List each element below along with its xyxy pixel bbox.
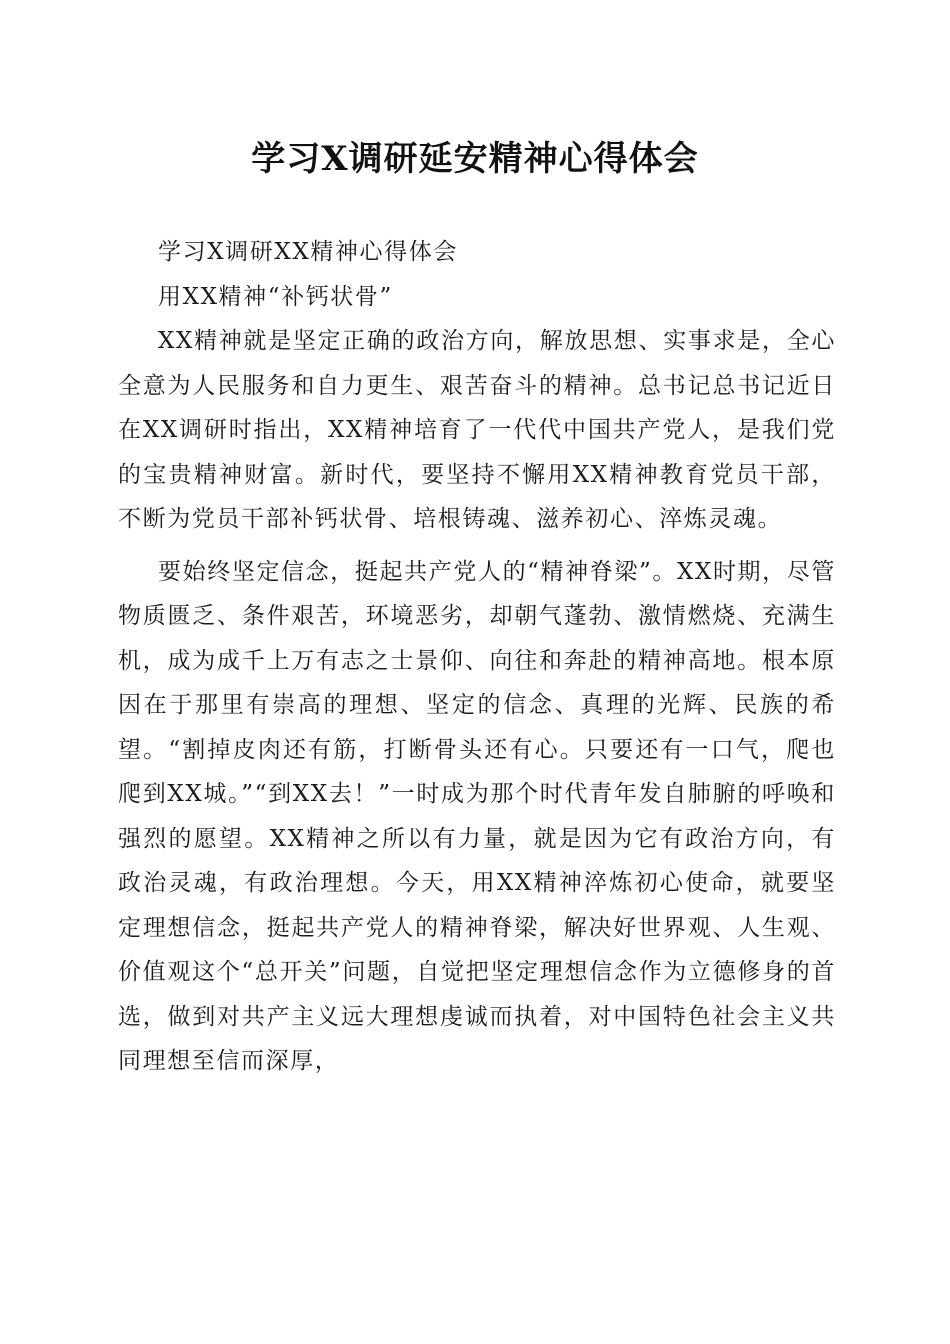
document-title: 学习X调研延安精神心得体会 [251, 139, 699, 179]
subtitle-line: 学习X调研XX精神心得体会 [158, 239, 458, 265]
document-body [118, 230, 836, 1084]
section-heading: 用XX精神“补钙状骨” [158, 283, 393, 310]
paragraph: 要始终坚定信念，挺起共产党人的“精神脊梁”。XX时期，尽管物质匮乏、条件艰苦，环境恶劣，却朝气蓬勃、激情燃烧、充满生机，成为成千上万有志之士景仰、向往和奔赴的精神高地。根本原因在于那里有崇高的理想、坚定的信念、真理的光辉、民族的希望。“割掉皮肉还有筋，打断骨头还有心。只要还有一口气，爬也爬到XX城。”“到XX去！”一时成为那个时代青年发自肺腑的呼唤和强烈的愿望。XX精神之所以有力量，就是因为它有政治方向，有政治灵魂，有政治理想。今天，用XX精神淬炼初心使命，就要坚定理想信念，挺起共产党人的精神脊梁，解决好世界观、人生观、价值观这个“总开关”问题，自觉把坚定理想信念作为立德修身的首选，做到对共产主义远大理想虔诚而执着，对中国特色社会主义共同理想至信而深厚， [118, 558, 836, 1074]
paragraph: XX精神就是坚定正确的政治方向，解放思想、实事求是，全心全意为人民服务和自力更生、艰苦奋斗的精神。总书记总书记近日在XX调研时指出，XX精神培育了一代代中国共产党人，是我们党的宝贵精神财富。新时代，要坚持不懈用XX精神教育党员干部，不断为党员干部补钙状骨、培根铸魂、滋养初心、淬炼灵魂。 [118, 328, 836, 532]
